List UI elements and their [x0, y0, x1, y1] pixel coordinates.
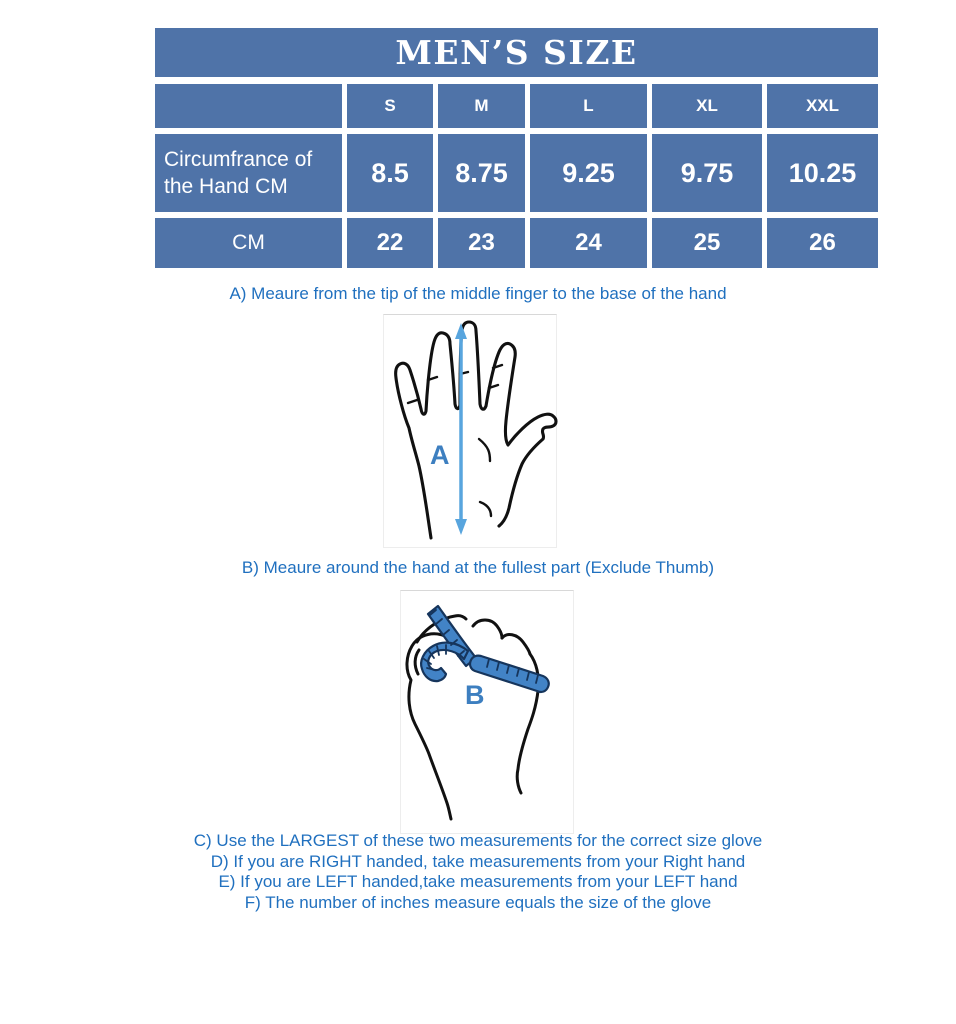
hand-length-illustration: [383, 314, 557, 548]
size-header-s: S: [347, 84, 433, 128]
cm-row-label: CM: [155, 218, 342, 268]
size-header-xxl: XXL: [767, 84, 878, 128]
cm-value-xxl: 26: [767, 218, 878, 268]
hand-outline: [396, 322, 556, 538]
circumference-value-m: 8.75: [438, 134, 525, 212]
cm-value-m: 23: [438, 218, 525, 268]
open-hand-drawing: [384, 315, 556, 547]
cm-value-s: 22: [347, 218, 433, 268]
circumference-value-s: 8.5: [347, 134, 433, 212]
instruction-d: D) If you are RIGHT handed, take measurements from your Right hand: [210, 851, 746, 871]
fist-drawing: [401, 591, 573, 833]
size-header-m: M: [438, 84, 525, 128]
label-b: B: [465, 680, 485, 710]
tape-upper-strip: [428, 606, 476, 666]
circumference-row-label: Circumfrance of the Hand CM: [155, 134, 342, 212]
circumference-value-xl: 9.75: [652, 134, 762, 212]
table-title: MEN’S SIZE: [395, 33, 638, 72]
instruction-c: C) Use the LARGEST of these two measurements for the correct size glove: [193, 831, 763, 850]
corner-cell: [155, 84, 342, 128]
instruction-f: F) The number of inches measure equals the size of the glove: [244, 892, 712, 912]
circumference-value-l: 9.25: [530, 134, 647, 212]
cm-value-l: 24: [530, 218, 647, 268]
cm-value-xl: 25: [652, 218, 762, 268]
instruction-e: E) If you are LEFT handed,take measurements from your LEFT hand: [218, 872, 738, 891]
size-header-l: L: [530, 84, 647, 128]
hand-circumference-illustration: [400, 590, 574, 834]
fist-outline: [407, 616, 539, 819]
footer-instructions: [0, 831, 956, 913]
size-table: [155, 84, 878, 268]
size-header-xl: XL: [652, 84, 762, 128]
table-title-bar: [155, 28, 878, 77]
instruction-a: A) Meaure from the tip of the middle finger to the base of the hand: [229, 284, 727, 303]
circumference-value-xxl: 10.25: [767, 134, 878, 212]
label-a: A: [430, 440, 450, 470]
instruction-b: B) Meaure around the hand at the fullest part (Exclude Thumb): [241, 558, 715, 577]
